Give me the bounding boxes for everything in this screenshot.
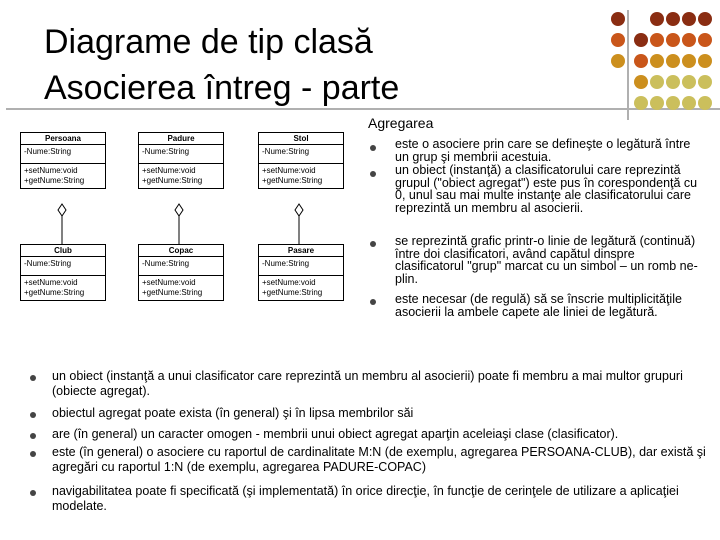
uml-class-box bbox=[20, 244, 106, 301]
aggregation-bullet-3: se reprezintă grafic printr-o linie de legătură (continuă) între doi clasificatori, având capătul dinspre clasificatorul "grup" marcat cu un simbol – un romb ne-plin. bbox=[395, 234, 698, 286]
uml-operation: +setNume:void bbox=[24, 278, 78, 287]
slide-title-line-1: Diagrame de tip clasă bbox=[44, 23, 373, 61]
uml-class-name: Copac bbox=[139, 245, 223, 257]
uml-class-name: Padure bbox=[139, 133, 223, 145]
uml-operation: +getNume:String bbox=[24, 288, 85, 297]
bottom-bullet-2: obiectul agregat poate exista (în general) şi în lipsa membrilor săi bbox=[52, 406, 414, 420]
uml-operation: +setNume:void bbox=[142, 166, 196, 175]
uml-class-box bbox=[258, 132, 344, 189]
uml-operation: +setNume:void bbox=[142, 278, 196, 287]
uml-attribute: -Nume:String bbox=[262, 259, 310, 268]
decorative-horizontal-line bbox=[6, 108, 720, 110]
decorative-dot bbox=[698, 12, 712, 26]
bullet-icon bbox=[370, 299, 376, 305]
uml-attribute: -Nume:String bbox=[142, 259, 190, 268]
bullet-icon bbox=[370, 241, 376, 247]
uml-class-attributes bbox=[259, 145, 343, 164]
decorative-dot bbox=[634, 75, 648, 89]
uml-operation: +getNume:String bbox=[142, 288, 203, 297]
aggregation-diamond-persoana bbox=[58, 204, 66, 216]
slide-title-line-2: Asocierea întreg - parte bbox=[44, 69, 400, 107]
uml-class-name: Stol bbox=[259, 133, 343, 145]
uml-class-operations bbox=[259, 164, 343, 188]
decorative-dot bbox=[634, 96, 648, 110]
decorative-dot bbox=[682, 12, 696, 26]
bullet-icon bbox=[30, 451, 36, 457]
bullet-icon bbox=[30, 375, 36, 381]
uml-class-box bbox=[138, 132, 224, 189]
bottom-bullet-1: un obiect (instanţă a unui clasificator care reprezintă un membru al asocierii) poate fi membru a mai multor grupuri (obiecte agregat). bbox=[52, 369, 683, 398]
decorative-dot bbox=[666, 54, 680, 68]
uml-operation: +getNume:String bbox=[262, 288, 323, 297]
uml-operation: +setNume:void bbox=[24, 166, 78, 175]
decorative-dot bbox=[682, 33, 696, 47]
bullet-icon bbox=[30, 490, 36, 496]
uml-attribute: -Nume:String bbox=[24, 147, 72, 156]
uml-class-attributes bbox=[259, 257, 343, 276]
uml-class-operations bbox=[139, 164, 223, 188]
decorative-dot bbox=[666, 75, 680, 89]
uml-class-box bbox=[258, 244, 344, 301]
decorative-dot bbox=[650, 96, 664, 110]
uml-attribute: -Nume:String bbox=[262, 147, 310, 156]
decorative-dot bbox=[682, 75, 696, 89]
uml-class-attributes bbox=[21, 257, 105, 276]
bottom-bullet-3: are (în general) un caracter omogen - membrii unui obiect agregat aparţin aceleiaşi clase (clasificator). bbox=[52, 427, 619, 441]
decorative-dot bbox=[666, 96, 680, 110]
bottom-bullet-4: este (în general) o asociere cu raportul de cardinalitate M:N (de exemplu, agregarea PERSOANA-CLUB), dar există şi agregări cu raportul 1:N (de exemplu, agregarea PADURE-COPAC) bbox=[52, 445, 706, 474]
uml-operation: +getNume:String bbox=[142, 176, 203, 185]
uml-class-operations bbox=[21, 276, 105, 300]
uml-class-attributes bbox=[21, 145, 105, 164]
uml-class-attributes bbox=[139, 257, 223, 276]
uml-operation: +getNume:String bbox=[262, 176, 323, 185]
bullet-icon bbox=[370, 145, 376, 151]
decorative-dot bbox=[682, 96, 696, 110]
decorative-dot bbox=[698, 96, 712, 110]
uml-class-name: Pasare bbox=[259, 245, 343, 257]
decorative-dot bbox=[666, 12, 680, 26]
decorative-dot bbox=[611, 33, 625, 47]
bullet-icon bbox=[30, 412, 36, 418]
uml-class-operations bbox=[259, 276, 343, 300]
decorative-vertical-line bbox=[627, 10, 629, 120]
uml-class-attributes bbox=[139, 145, 223, 164]
aggregation-diamond-stol bbox=[295, 204, 303, 216]
uml-class-box bbox=[138, 244, 224, 301]
decorative-dot bbox=[611, 54, 625, 68]
bottom-bullet-5: navigabilitatea poate fi specificată (şi implementată) în orice direcţie, în funcţie de cerinţele de utilizare a aplicaţiei modelate. bbox=[52, 484, 679, 513]
bullet-icon bbox=[30, 433, 36, 439]
aggregation-bullet-1: este o asociere prin care se defineşte o legătură între un grup şi membrii acestuia. bbox=[395, 137, 691, 164]
decorative-dot bbox=[634, 33, 648, 47]
uml-class-operations bbox=[21, 164, 105, 188]
uml-class-operations bbox=[139, 276, 223, 300]
decorative-dot bbox=[650, 12, 664, 26]
uml-class-name: Persoana bbox=[21, 133, 105, 145]
bullet-icon bbox=[370, 171, 376, 177]
decorative-dot bbox=[666, 33, 680, 47]
uml-operation: +setNume:void bbox=[262, 166, 316, 175]
aggregation-bullet-2: un obiect (instanţă) a clasificatorului care reprezintă grupul ("obiect agregat") este pus în corespondenţă cu 0, unul sau mai multe instanţe ale clasificatorului care reprezintă un membru al asocierii. bbox=[395, 163, 698, 215]
uml-attribute: -Nume:String bbox=[142, 147, 190, 156]
uml-operation: +getNume:String bbox=[24, 176, 85, 185]
decorative-dot bbox=[634, 54, 648, 68]
decorative-dot bbox=[698, 54, 712, 68]
decorative-dot bbox=[698, 33, 712, 47]
aggregation-heading: Agregarea bbox=[368, 115, 434, 131]
aggregation-diamond-padure bbox=[175, 204, 183, 216]
aggregation-bullet-4: este necesar (de regulă) să se înscrie multiplicităţile asocierii la ambele capete ale liniei de legătură. bbox=[395, 292, 682, 319]
decorative-dot bbox=[682, 54, 696, 68]
uml-class-box bbox=[20, 132, 106, 189]
decorative-dot bbox=[698, 75, 712, 89]
uml-attribute: -Nume:String bbox=[24, 259, 72, 268]
uml-class-name: Club bbox=[21, 245, 105, 257]
decorative-dot bbox=[650, 75, 664, 89]
decorative-dot bbox=[650, 33, 664, 47]
uml-class-diagram bbox=[20, 126, 360, 318]
decorative-dot bbox=[650, 54, 664, 68]
uml-operation: +setNume:void bbox=[262, 278, 316, 287]
decorative-dot bbox=[611, 12, 625, 26]
